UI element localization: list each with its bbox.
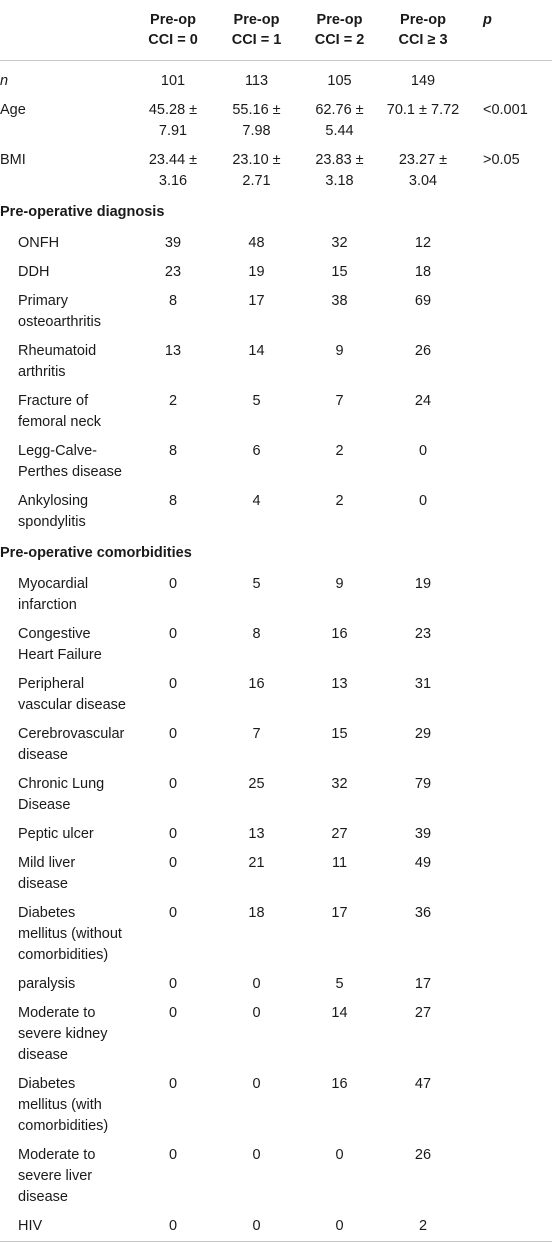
cell: 18 <box>414 263 432 280</box>
cell: 0 <box>168 675 178 692</box>
p-cell <box>465 437 552 487</box>
section-title: Pre-operative diagnosis <box>0 203 165 220</box>
cell: 0 <box>168 725 178 742</box>
cell: 0 <box>168 825 178 842</box>
row-n <box>0 60 552 96</box>
p-cell <box>465 1141 552 1212</box>
row-label: DDH <box>18 263 50 280</box>
row-label: Fracture of femoral neck <box>18 392 102 430</box>
cell: 18 <box>248 904 265 921</box>
p-cell <box>465 337 552 387</box>
row-label: Age <box>0 101 26 118</box>
cell: 27 <box>414 1004 432 1021</box>
p-cell <box>465 670 552 720</box>
cell: 27 <box>331 825 348 842</box>
cell: 19 <box>414 575 432 592</box>
cell: 0 <box>168 854 178 871</box>
p-cell <box>465 770 552 820</box>
table-row <box>0 670 552 720</box>
cell: 24 <box>414 392 432 409</box>
table-row <box>0 970 552 999</box>
table-row <box>0 287 552 337</box>
p-cell <box>465 258 552 287</box>
cell: 45.28 ± 7.91 <box>148 101 198 139</box>
header-cci-1: Pre-op CCI = 1 <box>231 12 282 48</box>
cell: 0 <box>168 1146 178 1163</box>
row-label: Ankylosing spondylitis <box>18 492 89 530</box>
p-cell: >0.05 <box>483 151 520 168</box>
cell: 15 <box>331 725 348 742</box>
cell: 0 <box>168 1075 178 1092</box>
cell: 8 <box>168 442 178 459</box>
p-cell <box>465 487 552 537</box>
cell: 101 <box>160 72 186 89</box>
cell: 23 <box>414 625 432 642</box>
cell: 14 <box>248 342 265 359</box>
row-label: BMI <box>0 151 26 168</box>
p-cell <box>465 970 552 999</box>
cell: 0 <box>168 904 178 921</box>
p-cell <box>465 820 552 849</box>
row-age <box>0 96 552 146</box>
row-label: n <box>0 72 9 89</box>
cell: 0 <box>418 492 428 509</box>
cell: 16 <box>331 1075 348 1092</box>
row-label: Diabetes mellitus (with comorbidities) <box>18 1075 109 1134</box>
row-bmi <box>0 146 552 196</box>
cell: 21 <box>248 854 265 871</box>
cell: 32 <box>331 234 348 251</box>
cell: 0 <box>335 1146 344 1163</box>
table-row <box>0 849 552 899</box>
cell: 23.83 ± 3.18 <box>315 151 364 189</box>
p-cell <box>465 229 552 258</box>
cell: 49 <box>414 854 432 871</box>
table-row <box>0 570 552 620</box>
table-row <box>0 487 552 537</box>
table-row <box>0 387 552 437</box>
cell: 0 <box>335 1217 344 1234</box>
cell: 0 <box>168 1217 178 1234</box>
cell: 2 <box>335 492 344 509</box>
table-row <box>0 258 552 287</box>
p-cell <box>465 999 552 1070</box>
cell: 26 <box>414 342 432 359</box>
table-row <box>0 1212 552 1242</box>
cell: 0 <box>168 975 178 992</box>
cell: 79 <box>414 775 432 792</box>
cell: 5 <box>252 392 261 409</box>
cell: 8 <box>168 292 178 309</box>
row-label: Myocardial infarction <box>18 575 89 613</box>
cell: 12 <box>414 234 432 251</box>
cell: 5 <box>252 575 261 592</box>
row-label: Primary osteoarthritis <box>18 292 102 330</box>
cell: 39 <box>164 234 182 251</box>
cell: 0 <box>168 1004 178 1021</box>
row-label: Cerebrovascular disease <box>18 725 125 763</box>
cell: 0 <box>252 975 261 992</box>
table-row <box>0 720 552 770</box>
cell: 47 <box>414 1075 432 1092</box>
table-row <box>0 770 552 820</box>
cell: 0 <box>418 442 428 459</box>
header-cci-0: Pre-op CCI = 0 <box>148 12 198 48</box>
cell: 26 <box>414 1146 432 1163</box>
table-row <box>0 999 552 1070</box>
row-label: Mild liver disease <box>18 854 76 892</box>
row-label: Chronic Lung Disease <box>18 775 105 813</box>
p-cell: <0.001 <box>483 101 528 118</box>
cell: 62.76 ± 5.44 <box>315 101 364 139</box>
p-cell <box>465 1212 552 1242</box>
cell: 2 <box>335 442 344 459</box>
cell: 70.1 ± 7.72 <box>386 101 460 118</box>
row-label: Peripheral vascular disease <box>18 675 126 713</box>
cell: 149 <box>410 72 436 89</box>
row-label: Congestive Heart Failure <box>18 625 102 663</box>
cell: 0 <box>168 575 178 592</box>
cell: 23.44 ± 3.16 <box>148 151 198 189</box>
p-cell <box>465 287 552 337</box>
cell: 38 <box>331 292 348 309</box>
table-row <box>0 1070 552 1141</box>
cell: 14 <box>331 1004 348 1021</box>
table-row <box>0 620 552 670</box>
cell: 39 <box>414 825 432 842</box>
cell: 55.16 ± 7.98 <box>232 101 281 139</box>
cell: 15 <box>331 263 348 280</box>
cell: 5 <box>335 975 344 992</box>
header-empty <box>0 0 131 60</box>
cell: 19 <box>248 263 265 280</box>
table-row <box>0 899 552 970</box>
section-title: Pre-operative comorbidities <box>0 544 192 561</box>
cell: 0 <box>168 625 178 642</box>
cell: 13 <box>248 825 265 842</box>
cell: 17 <box>331 904 348 921</box>
row-label: Diabetes mellitus (without comorbidities) <box>18 904 122 963</box>
row-label: Moderate to severe kidney disease <box>18 1004 108 1063</box>
cell: 0 <box>252 1075 261 1092</box>
cell: 16 <box>331 625 348 642</box>
cell: 8 <box>252 625 261 642</box>
cell: 2 <box>168 392 178 409</box>
row-label: HIV <box>18 1217 43 1234</box>
p-cell <box>465 720 552 770</box>
table-row <box>0 820 552 849</box>
cell: 7 <box>252 725 261 742</box>
section-heading-comorbidities <box>0 537 552 570</box>
cell: 17 <box>248 292 265 309</box>
cell: 113 <box>244 72 269 89</box>
cell: 17 <box>414 975 432 992</box>
cell: 6 <box>252 442 261 459</box>
row-label: paralysis <box>18 975 76 992</box>
cell: 29 <box>414 725 432 742</box>
header-row <box>0 0 552 60</box>
row-label: Peptic ulcer <box>18 825 94 842</box>
row-label: Legg-Calve-Perthes disease <box>18 442 122 480</box>
p-cell <box>465 620 552 670</box>
p-cell <box>465 1070 552 1141</box>
p-cell <box>465 387 552 437</box>
cell: 23 <box>164 263 182 280</box>
cell: 31 <box>414 675 432 692</box>
header-cci-3plus: Pre-op CCI ≥ 3 <box>398 12 448 48</box>
cell: 9 <box>335 575 344 592</box>
cell: 48 <box>248 234 265 251</box>
cell: 36 <box>414 904 432 921</box>
table-row <box>0 229 552 258</box>
table-row <box>0 1141 552 1212</box>
cell: 105 <box>327 72 352 89</box>
cell: 0 <box>252 1004 261 1021</box>
cell: 25 <box>248 775 265 792</box>
cell: 0 <box>168 775 178 792</box>
p-cell <box>465 899 552 970</box>
cell: 0 <box>252 1217 261 1234</box>
section-heading-diagnosis <box>0 196 552 229</box>
cell: 2 <box>418 1217 428 1234</box>
table-row <box>0 337 552 387</box>
cell: 23.27 ± 3.04 <box>398 151 448 189</box>
cell: 7 <box>335 392 344 409</box>
cell: 9 <box>335 342 344 359</box>
cell: 69 <box>414 292 432 309</box>
cell: 16 <box>248 675 265 692</box>
cell: 23.10 ± 2.71 <box>232 151 281 189</box>
cell: 0 <box>252 1146 261 1163</box>
p-cell <box>465 849 552 899</box>
header-p-value: p <box>483 12 492 28</box>
row-label: Rheumatoid arthritis <box>18 342 97 380</box>
table-row <box>0 437 552 487</box>
row-label: ONFH <box>18 234 60 251</box>
row-label: Moderate to severe liver disease <box>18 1146 96 1205</box>
p-cell <box>465 570 552 620</box>
cell: 13 <box>331 675 348 692</box>
cell: 32 <box>331 775 348 792</box>
cell: 8 <box>168 492 178 509</box>
cell: 4 <box>252 492 261 509</box>
cell: 13 <box>164 342 182 359</box>
header-cci-2: Pre-op CCI = 2 <box>314 12 365 48</box>
cell: 11 <box>331 854 348 871</box>
p-cell <box>465 60 552 96</box>
